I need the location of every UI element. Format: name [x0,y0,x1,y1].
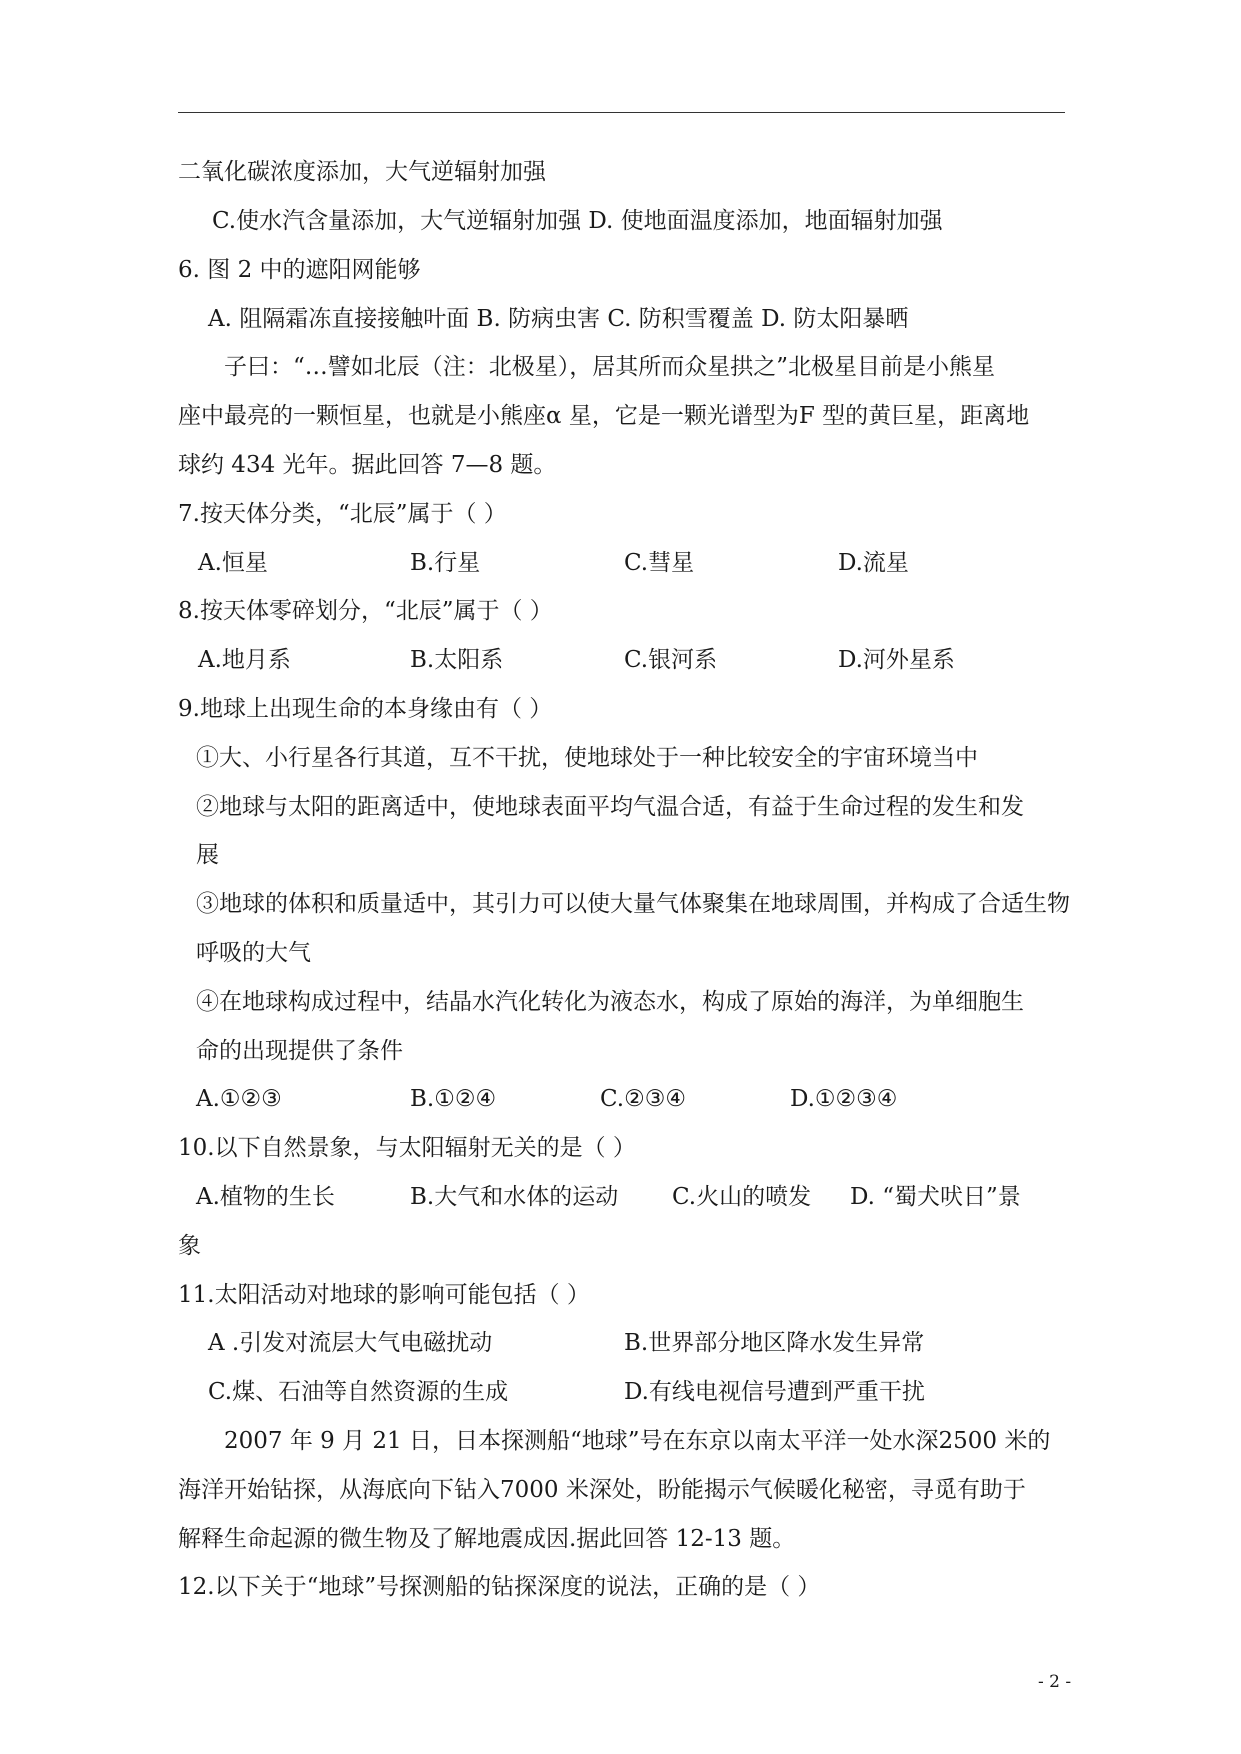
question-9-statement: 命的出现提供了条件 [196,1038,403,1064]
question-9-statement: 呼吸的大气 [196,940,311,966]
question-9-statement: ②地球与太阳的距离适中，使地球表面平均气温合适，有益于生命过程的发生和发 [196,794,1024,820]
question-8-option: C.银河系 [624,647,718,673]
passage-line: 球约 434 光年。据此回答 7—8 题。 [178,452,557,478]
passage-line: 2007 年 9 月 21 日，日本探测船“地球”号在东京以南太平洋一处水深2500 米的 [224,1428,1051,1454]
header-rule [178,112,1065,113]
question-9-option: D.①②③④ [790,1086,898,1112]
question-9-statement: ①大、小行星各行其道，互不干扰，使地球处于一种比较安全的宇宙环境当中 [196,745,978,771]
question-9-option: B.①②④ [410,1086,497,1112]
question-10-stem: 10.以下自然景象，与太阳辐射无关的是（ ） [178,1135,636,1161]
question-12-stem: 12.以下关于“地球”号探测船的钻探深度的说法，正确的是（ ） [178,1574,821,1600]
question-9-statement: 展 [196,842,219,868]
question-7-stem: 7.按天体分类，“北辰”属于（ ） [178,501,507,527]
question-11-stem: 11.太阳活动对地球的影响可能包括（ ） [178,1282,590,1308]
passage-line: 座中最亮的一颗恒星，也就是小熊座α 星，它是一颗光谱型为F 型的黄巨星，距离地 [178,403,1030,429]
question-10-option: A.植物的生长 [196,1184,335,1210]
text-line: 象 [178,1233,201,1259]
question-11-option: A .引发对流层大气电磁扰动 [208,1330,493,1356]
question-7-option: D.流星 [838,550,909,576]
question-7-option: C.彗星 [624,550,695,576]
question-9-option: A.①②③ [196,1086,282,1112]
question-11-option: B.世界部分地区降水发生异常 [624,1330,925,1356]
question-10-option: C.火山的喷发 [672,1184,812,1210]
question-8-option: D.河外星系 [838,647,955,673]
question-8-option: A.地月系 [198,647,291,673]
question-10-option: B.大气和水体的运动 [410,1184,619,1210]
question-9-option: C.②③④ [600,1086,686,1112]
page-number: - 2 - [1038,1672,1072,1692]
question-9-stem: 9.地球上出现生命的本身缘由有（ ） [178,696,553,722]
question-9-statement: ④在地球构成过程中，结晶水汽化转化为液态水，构成了原始的海洋，为单细胞生 [196,989,1024,1015]
question-10-option: D. “蜀犬吠日”景 [850,1184,1021,1210]
question-8-option: B.太阳系 [410,647,504,673]
question-7-option: A.恒星 [198,550,268,576]
question-6-options: A. 阻隔霜冻直接接触叶面 B. 防病虫害 C. 防积雪覆盖 D. 防太阳暴晒 [208,306,909,332]
question-11-option: D.有线电视信号遭到严重干扰 [624,1379,925,1405]
text-line: 二氧化碳浓度添加，大气逆辐射加强 [178,159,546,185]
passage-line: 海洋开始钻探，从海底向下钻入7000 米深处，盼能揭示气候暖化秘密，寻觅有助于 [178,1477,1026,1503]
question-8-stem: 8.按天体零碎划分，“北辰”属于（ ） [178,598,553,624]
question-7-option: B.行星 [410,550,481,576]
passage-line: 解释生命起源的微生物及了解地震成因.据此回答 12-13 题。 [178,1526,796,1552]
question-11-option: C.煤、石油等自然资源的生成 [208,1379,509,1405]
question-9-statement: ③地球的体积和质量适中，其引力可以使大量气体聚集在地球周围，并构成了合适生物 [196,891,1070,917]
passage-line: 子曰：“…譬如北辰（注：北极星），居其所而众星拱之”北极星目前是小熊星 [224,354,996,380]
question-6-stem: 6. 图 2 中的遮阳网能够 [178,257,421,283]
text-line: C.使水汽含量添加，大气逆辐射加强 D. 使地面温度添加，地面辐射加强 [212,208,943,234]
